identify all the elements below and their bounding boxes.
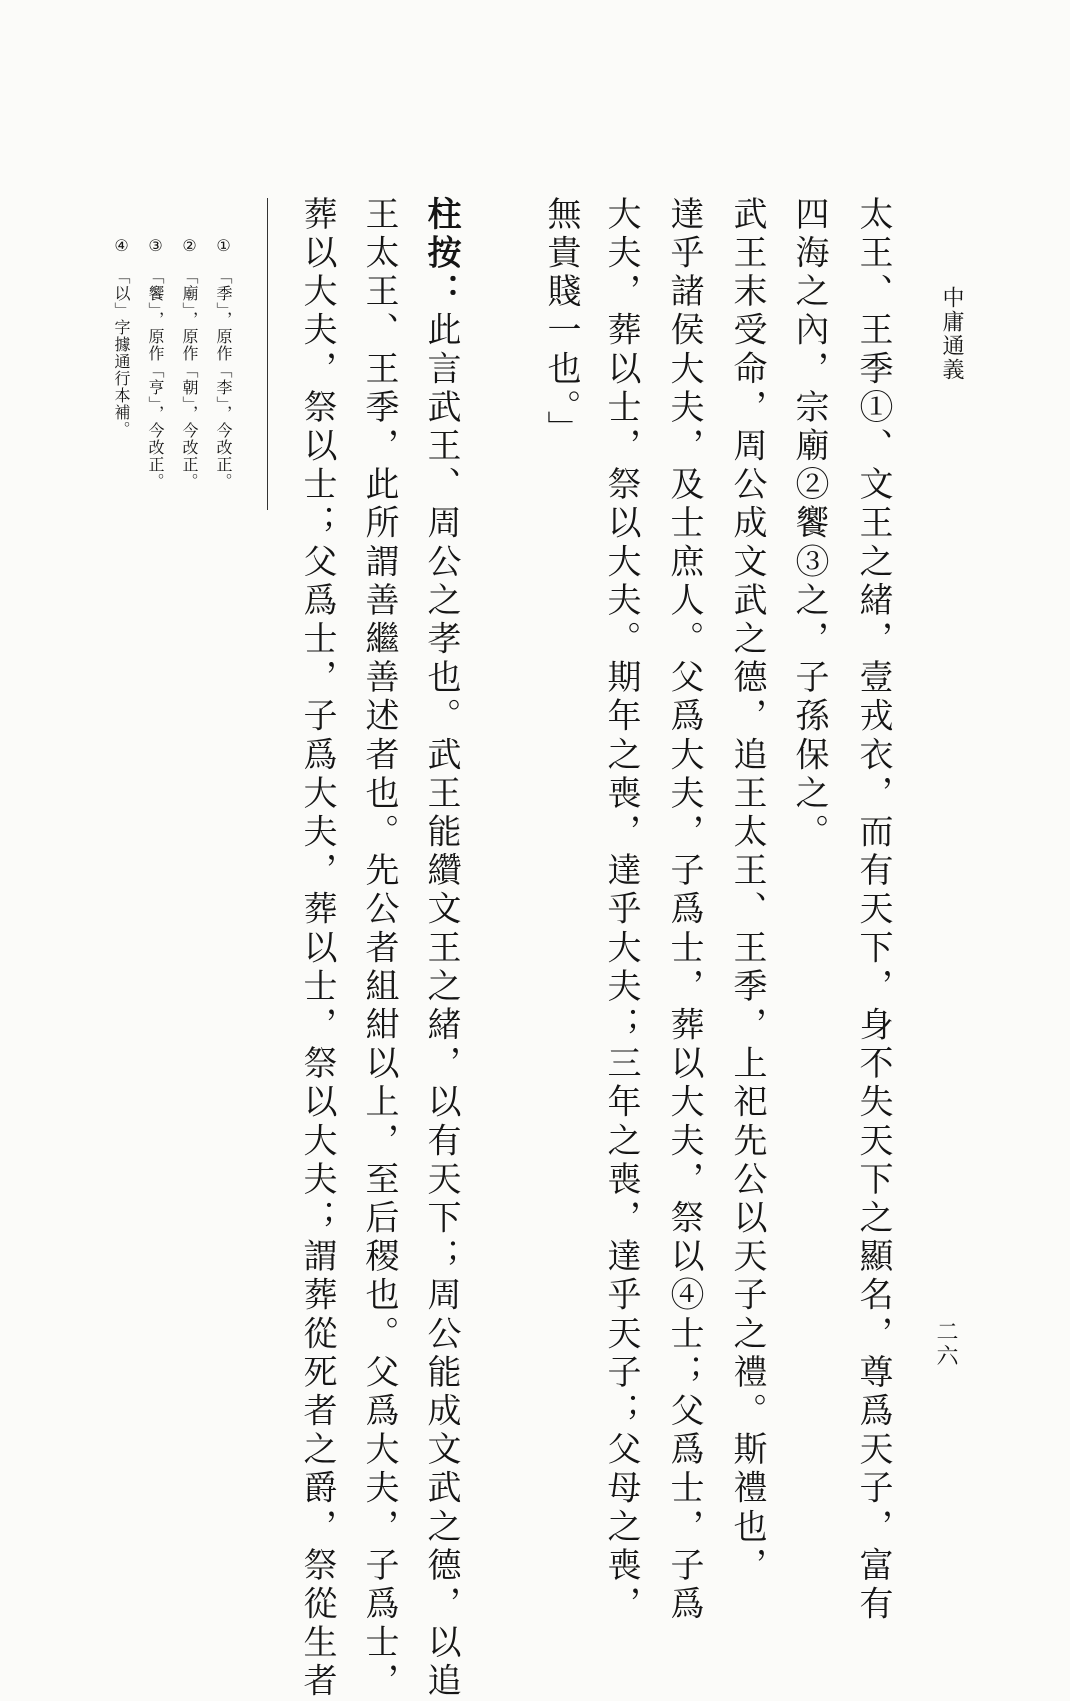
classic-line: 無貴賤一也。」 (541, 196, 581, 450)
footnote-divider (267, 198, 268, 510)
classic-line: 太王、王季①、文王之緒，壹戎衣，而有天下，身不失天下之顯名，尊爲天子，富有 (853, 196, 893, 1625)
footnote-number: ④ (112, 236, 131, 256)
footnote-text: 「廟」，原作「朝」，今改正。 (180, 268, 199, 490)
commentary-line: 葬以大夫，祭以士；父爲士，子爲大夫，葬以士，祭以大夫；謂葬從死者之爵，祭從生者 (297, 196, 337, 1701)
classic-line: 達乎諸侯大夫，及士庶人。父爲大夫，子爲士，葬以大夫，祭以④士；父爲士，子爲 (664, 196, 704, 1625)
commentary-line-text: 此言武王、周公之孝也。武王能纘文王之緒，以有天下；周公能成文武之德，以追 (421, 311, 461, 1701)
footnote-text: 「饗」，原作「亨」，今改正。 (146, 268, 165, 490)
footnote-number: ③ (146, 236, 165, 256)
footnote (212, 236, 234, 490)
commentary-line (418, 196, 464, 1701)
commentary-label: 柱按： (421, 196, 461, 312)
running-header: 中庸通義 (939, 286, 964, 382)
footnote-text: 「以」字據通行本補。 (112, 268, 131, 438)
footnote (110, 236, 132, 438)
classic-line: 大夫，葬以士，祭以大夫。期年之喪，達乎大夫；三年之喪，達乎天子；父母之喪， (601, 196, 641, 1625)
footnote-number: ② (180, 236, 199, 256)
page-number: 二六 (933, 1320, 958, 1368)
footnote (178, 236, 200, 490)
classic-line: 武王末受命，周公成文武之德，追王太王、王季，上祀先公以天子之禮。斯禮也， (727, 196, 767, 1586)
classic-line: 四海之內，宗廟②饗③之，子孫保之。 (789, 196, 829, 853)
footnote-number: ① (214, 236, 233, 256)
footnote-text: 「季」，原作「李」，今改正。 (214, 268, 233, 490)
footnote (144, 236, 166, 490)
commentary-line: 王太王、王季，此所謂善繼善述者也。先公者組紺以上，至后稷也。父爲大夫，子爲士， (359, 196, 399, 1701)
